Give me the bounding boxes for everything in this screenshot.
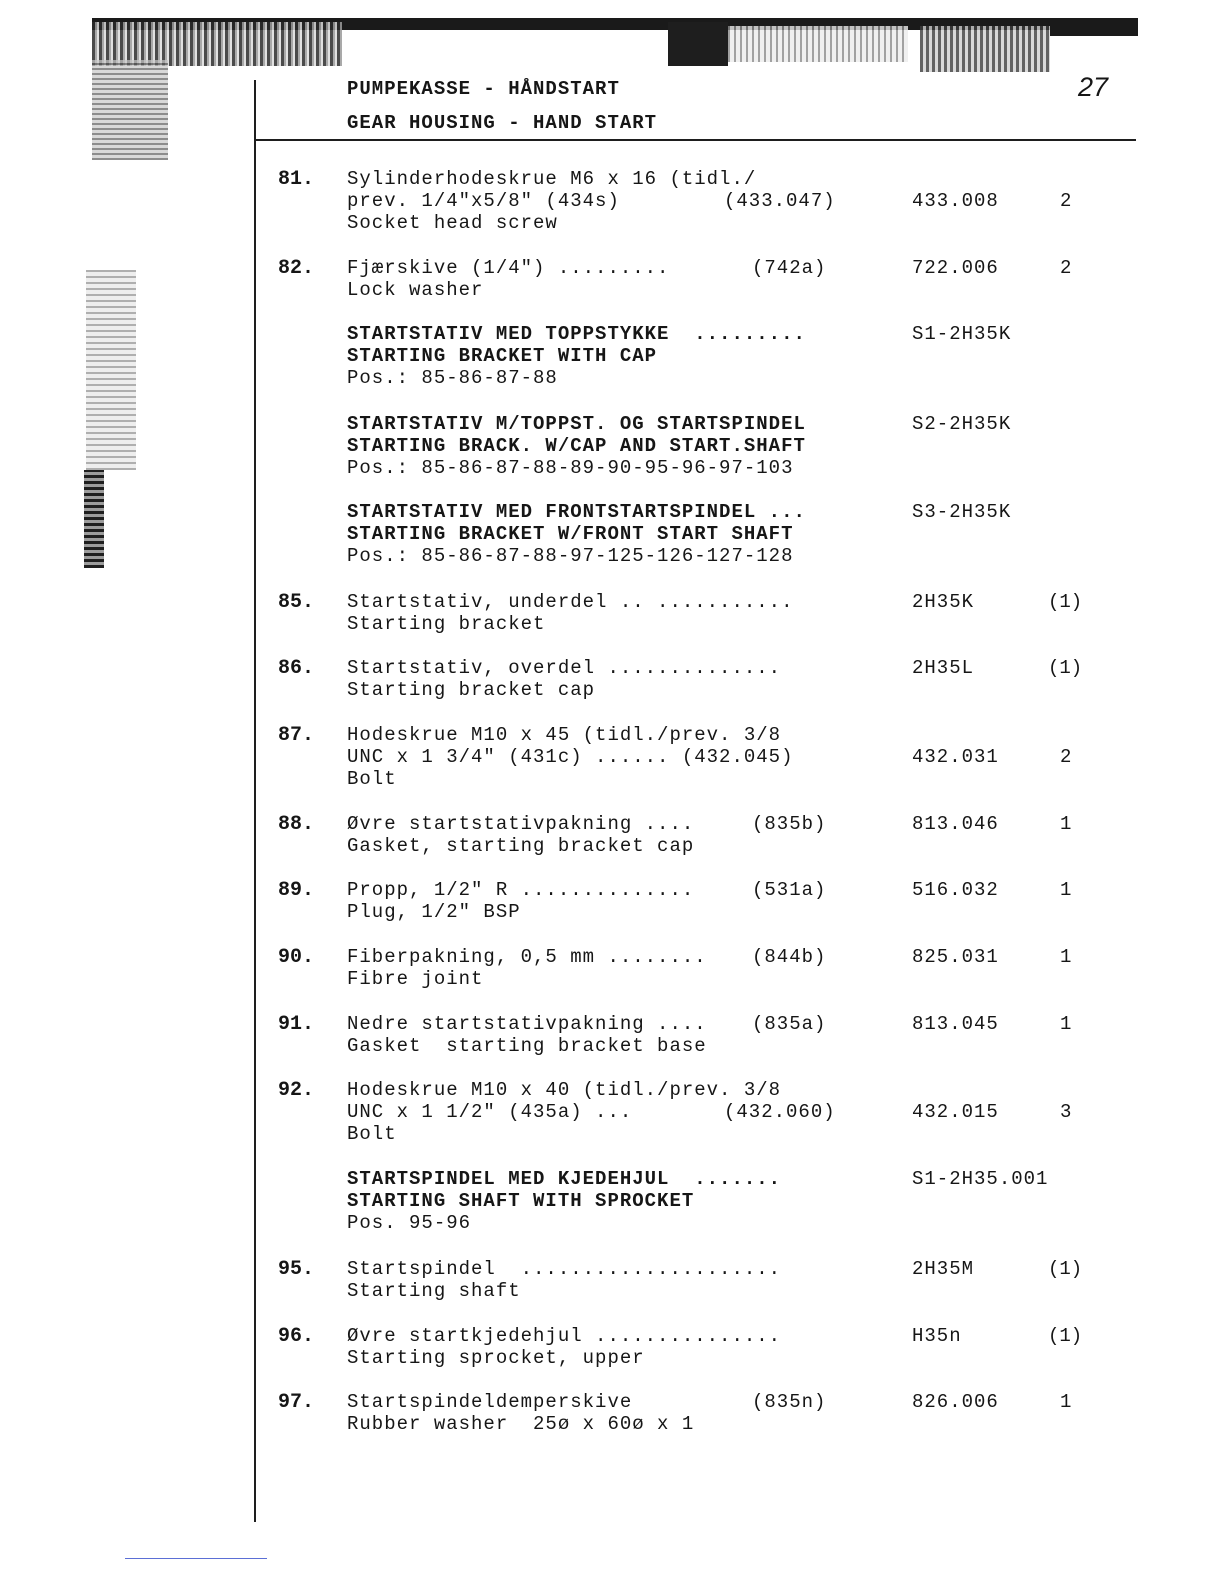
item-position: 91. bbox=[278, 1013, 315, 1036]
item-quantity: 1 bbox=[1060, 1391, 1072, 1413]
margin-rule bbox=[254, 80, 256, 1522]
item-description-line: Startstativ, overdel .............. bbox=[347, 657, 782, 679]
item-description-line: STARTING BRACKET WITH CAP bbox=[347, 345, 658, 367]
item-reference: (433.047) bbox=[724, 190, 836, 212]
item-description-line: STARTING BRACK. W/CAP AND START.SHAFT bbox=[347, 435, 806, 457]
item-description-line: Fjærskive (1/4") ......... bbox=[347, 257, 670, 279]
item-part-number: 813.045 bbox=[912, 1013, 999, 1035]
item-reference: (835a) bbox=[752, 1013, 827, 1035]
page-title-en: GEAR HOUSING - HAND START bbox=[347, 112, 658, 134]
item-quantity: 1 bbox=[1060, 1013, 1072, 1035]
item-part-number: 2H35L bbox=[912, 657, 975, 679]
item-part-number: 432.015 bbox=[912, 1101, 999, 1123]
footer-rule bbox=[125, 1558, 267, 1559]
item-description-line: Startstativ, underdel .. ........... bbox=[347, 591, 794, 613]
item-reference: (531a) bbox=[752, 879, 827, 901]
item-part-number: 825.031 bbox=[912, 946, 999, 968]
item-description-line: Pos.: 85-86-87-88 bbox=[347, 367, 558, 389]
item-description-line: Fiberpakning, 0,5 mm ........ bbox=[347, 946, 707, 968]
item-description-line: Starting bracket bbox=[347, 613, 546, 635]
item-reference: (844b) bbox=[752, 946, 827, 968]
item-description-line: Startspindeldemperskive bbox=[347, 1391, 633, 1413]
item-quantity: 1 bbox=[1060, 813, 1072, 835]
scan-noise bbox=[728, 26, 908, 62]
item-quantity: 2 bbox=[1060, 746, 1072, 768]
item-quantity: 2 bbox=[1060, 190, 1072, 212]
item-description-line: STARTSPINDEL MED KJEDEHJUL ....... bbox=[347, 1168, 782, 1190]
item-part-number: 2H35K bbox=[912, 591, 975, 613]
item-description-line: STARTSTATIV MED TOPPSTYKKE ......... bbox=[347, 323, 806, 345]
item-part-number: 432.031 bbox=[912, 746, 999, 768]
item-description-line: Fibre joint bbox=[347, 968, 484, 990]
item-position: 88. bbox=[278, 813, 315, 836]
item-description-line: Hodeskrue M10 x 40 (tidl./prev. 3/8 bbox=[347, 1079, 782, 1101]
item-part-number: 826.006 bbox=[912, 1391, 999, 1413]
item-quantity: 1 bbox=[1060, 879, 1072, 901]
item-description-line: Startspindel ..................... bbox=[347, 1258, 782, 1280]
item-description-line: Gasket, starting bracket cap bbox=[347, 835, 695, 857]
item-description-line: STARTING BRACKET W/FRONT START SHAFT bbox=[347, 523, 794, 545]
item-reference: (835b) bbox=[752, 813, 827, 835]
item-reference: (835n) bbox=[752, 1391, 827, 1413]
item-description-line: Plug, 1/2" BSP bbox=[347, 901, 521, 923]
item-description-line: Øvre startstativpakning .... bbox=[347, 813, 695, 835]
item-position: 92. bbox=[278, 1079, 315, 1102]
item-description-line: Lock washer bbox=[347, 279, 484, 301]
scan-noise bbox=[668, 22, 728, 66]
item-description-line: STARTSTATIV M/TOPPST. OG STARTSPINDEL bbox=[347, 413, 806, 435]
item-quantity: 2 bbox=[1060, 257, 1072, 279]
item-description-line: STARTING SHAFT WITH SPROCKET bbox=[347, 1190, 695, 1212]
scan-noise bbox=[920, 26, 1050, 72]
item-description-line: Pos.: 85-86-87-88-89-90-95-96-97-103 bbox=[347, 457, 794, 479]
item-description-line: Pos. 95-96 bbox=[347, 1212, 472, 1234]
item-part-number: 516.032 bbox=[912, 879, 999, 901]
item-description-line: Pos.: 85-86-87-88-97-125-126-127-128 bbox=[347, 545, 794, 567]
item-quantity: 3 bbox=[1060, 1101, 1072, 1123]
item-description-line: Nedre startstativpakning .... bbox=[347, 1013, 707, 1035]
scan-noise bbox=[92, 60, 168, 160]
item-position: 96. bbox=[278, 1325, 315, 1348]
item-position: 90. bbox=[278, 946, 315, 969]
item-description-line: UNC x 1 1/2" (435a) ... bbox=[347, 1101, 633, 1123]
item-quantity: 1 bbox=[1060, 946, 1072, 968]
item-description-line: Propp, 1/2" R .............. bbox=[347, 879, 695, 901]
item-quantity: (1) bbox=[1048, 657, 1083, 679]
item-description-line: Rubber washer 25ø x 60ø x 1 bbox=[347, 1413, 695, 1435]
item-description-line: Starting sprocket, upper bbox=[347, 1347, 645, 1369]
item-description-line: Bolt bbox=[347, 1123, 397, 1145]
page-title-no: PUMPEKASSE - HÅNDSTART bbox=[347, 78, 620, 100]
item-description-line: Sylinderhodeskrue M6 x 16 (tidl./ bbox=[347, 168, 757, 190]
item-position: 86. bbox=[278, 657, 315, 680]
item-description-line: Starting shaft bbox=[347, 1280, 521, 1302]
item-position: 81. bbox=[278, 168, 315, 191]
item-position: 97. bbox=[278, 1391, 315, 1414]
scan-noise bbox=[84, 470, 104, 568]
item-part-number: S2-2H35K bbox=[912, 413, 1012, 435]
item-position: 87. bbox=[278, 724, 315, 747]
item-description-line: STARTSTATIV MED FRONTSTARTSPINDEL ... bbox=[347, 501, 806, 523]
item-part-number: S3-2H35K bbox=[912, 501, 1012, 523]
item-position: 89. bbox=[278, 879, 315, 902]
item-description-line: Øvre startkjedehjul ............... bbox=[347, 1325, 782, 1347]
item-quantity: (1) bbox=[1048, 1258, 1083, 1280]
header-rule bbox=[254, 139, 1136, 141]
item-description-line: UNC x 1 3/4" (431c) ...... (432.045) bbox=[347, 746, 794, 768]
item-reference: (432.060) bbox=[724, 1101, 836, 1123]
item-part-number: 813.046 bbox=[912, 813, 999, 835]
item-part-number: 433.008 bbox=[912, 190, 999, 212]
item-description-line: Hodeskrue M10 x 45 (tidl./prev. 3/8 bbox=[347, 724, 782, 746]
item-description-line: Bolt bbox=[347, 768, 397, 790]
item-position: 82. bbox=[278, 257, 315, 280]
scan-noise bbox=[1050, 22, 1138, 36]
item-quantity: (1) bbox=[1048, 591, 1083, 613]
item-reference: (742a) bbox=[752, 257, 827, 279]
item-part-number: 722.006 bbox=[912, 257, 999, 279]
scan-noise bbox=[86, 270, 136, 470]
item-position: 85. bbox=[278, 591, 315, 614]
item-part-number: S1-2H35.001 bbox=[912, 1168, 1049, 1190]
item-quantity: (1) bbox=[1048, 1325, 1083, 1347]
item-part-number: 2H35M bbox=[912, 1258, 975, 1280]
item-description-line: prev. 1/4"x5/8" (434s) bbox=[347, 190, 620, 212]
item-description-line: Starting bracket cap bbox=[347, 679, 596, 701]
page-number: 27 bbox=[1078, 72, 1109, 102]
item-part-number: S1-2H35K bbox=[912, 323, 1012, 345]
item-part-number: H35n bbox=[912, 1325, 962, 1347]
item-description-line: Gasket starting bracket base bbox=[347, 1035, 707, 1057]
item-description-line: Socket head screw bbox=[347, 212, 558, 234]
item-position: 95. bbox=[278, 1258, 315, 1281]
